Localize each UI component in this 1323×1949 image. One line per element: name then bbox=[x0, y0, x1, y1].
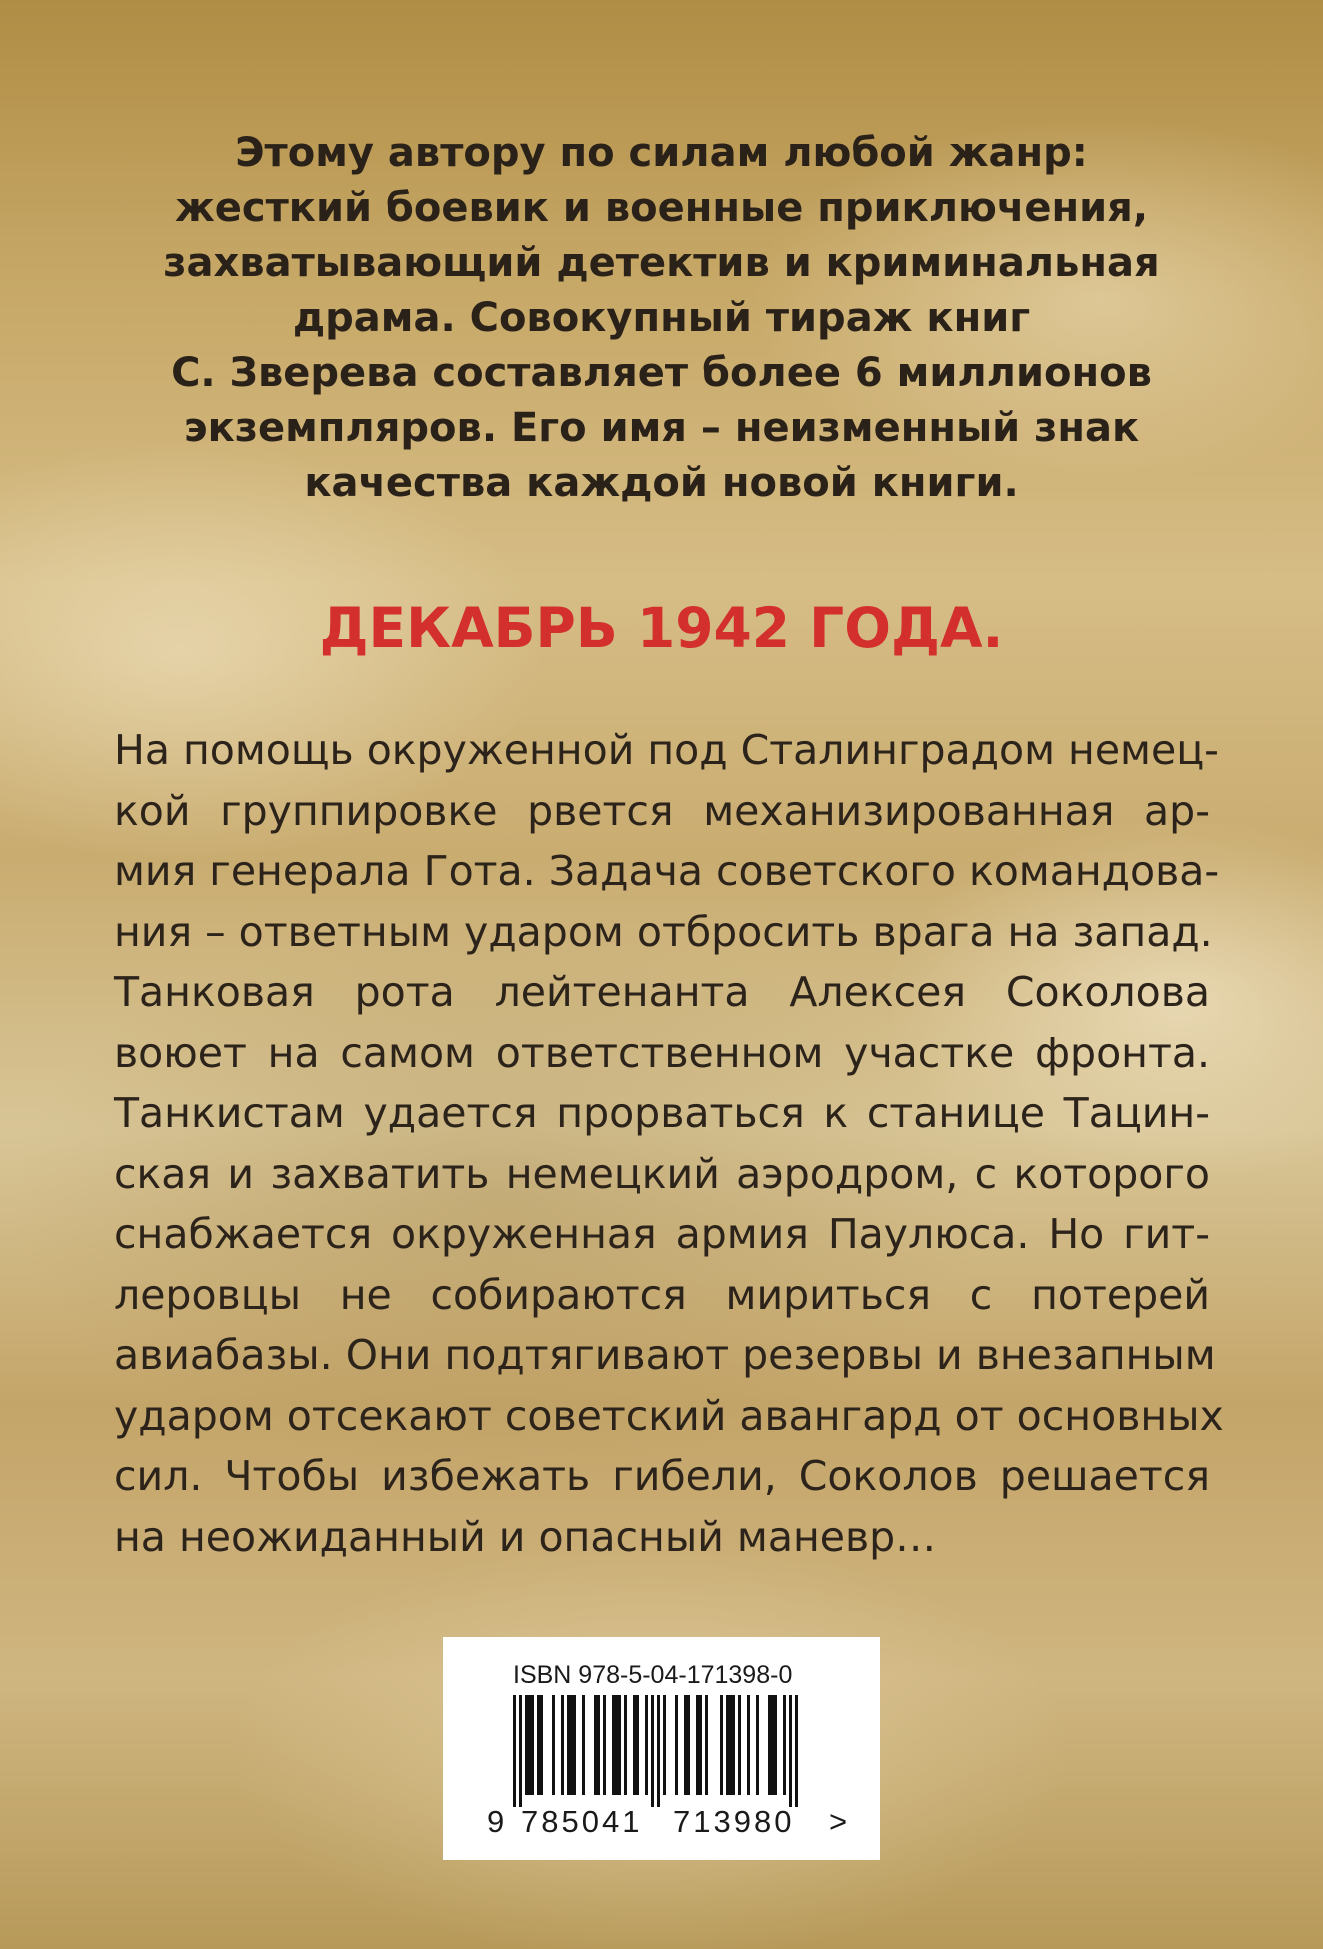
barcode-bar bbox=[636, 1695, 639, 1795]
author-blurb: Этому автору по силам любой жанр: жесткий боевик и военные приключения, захватывающий детектив и криминальная драма. Совокупный тираж книг С. Зверева составляет более 6 миллионов экземпляров. Его имя – неизменный знак качества каждой новой книги. bbox=[163, 130, 1160, 506]
barcode-bar bbox=[732, 1695, 735, 1795]
barcode-bar bbox=[699, 1695, 702, 1795]
barcode-bar bbox=[687, 1695, 690, 1795]
barcode-guard-bar bbox=[651, 1695, 654, 1807]
barcode-bar bbox=[594, 1695, 597, 1795]
barcode-bar bbox=[552, 1695, 555, 1795]
barcode-bar bbox=[561, 1695, 564, 1795]
barcode-bar bbox=[603, 1695, 606, 1795]
barcode-image bbox=[513, 1695, 813, 1807]
barcode-bar bbox=[747, 1695, 750, 1795]
barcode-guard-bar bbox=[513, 1695, 516, 1807]
barcode-bar bbox=[726, 1695, 729, 1795]
barcode-bar bbox=[720, 1695, 723, 1795]
barcode-right-group: 713980 bbox=[673, 1804, 795, 1839]
barcode-lead-digit: 9 bbox=[487, 1804, 505, 1839]
barcode-bar bbox=[645, 1695, 648, 1795]
isbn-label: ISBN 978-5-04-171398-0 bbox=[513, 1661, 793, 1689]
barcode-guard-bar bbox=[657, 1695, 660, 1807]
barcode-bar bbox=[675, 1695, 678, 1795]
barcode-bar bbox=[756, 1695, 759, 1795]
barcode-bar bbox=[573, 1695, 576, 1795]
description-line: авиабазы. Они подтягивают резервы и внезапным bbox=[114, 1331, 1216, 1379]
barcode-bar bbox=[540, 1695, 543, 1795]
description-line: мия генерала Гота. Задача советского командова- bbox=[114, 847, 1220, 895]
description-line: ская и захватить немецкий аэродром, с которого bbox=[114, 1149, 1210, 1198]
description-line: сил. Чтобы избежать гибели, Соколов решается bbox=[114, 1452, 1210, 1500]
description-line: Танкистам удается прорваться к станице Тацин- bbox=[114, 1089, 1210, 1137]
barcode-bar bbox=[729, 1695, 732, 1795]
isbn-barcode-block bbox=[443, 1637, 880, 1860]
barcode-left-group: 785041 bbox=[521, 1804, 643, 1839]
description-line: кой группировке рвется механизированная ар- bbox=[114, 786, 1210, 835]
description-line: Танковая рота лейтенанта Алексея Соколова bbox=[114, 968, 1210, 1016]
description-line: воюет на самом ответственном участке фронта. bbox=[114, 1028, 1210, 1077]
barcode-bar bbox=[570, 1695, 573, 1795]
barcode-bar bbox=[783, 1695, 786, 1795]
description-line: ударом отсекают советский авангард от основных bbox=[114, 1391, 1224, 1440]
barcode-guard-bar bbox=[795, 1695, 798, 1807]
barcode-bar bbox=[696, 1695, 699, 1795]
barcode-bar bbox=[624, 1695, 627, 1795]
barcode-bar bbox=[618, 1695, 621, 1795]
book-description bbox=[114, 720, 1224, 1567]
barcode-bar bbox=[537, 1695, 540, 1795]
barcode-bar bbox=[684, 1695, 687, 1795]
barcode-end-mark: > bbox=[829, 1804, 848, 1839]
barcode-bar bbox=[531, 1695, 534, 1795]
barcode-bar bbox=[615, 1695, 618, 1795]
barcode-bar bbox=[774, 1695, 777, 1795]
barcode-bar bbox=[738, 1695, 741, 1795]
headline: ДЕКАБРЬ 1942 ГОДА. bbox=[319, 596, 1004, 660]
description-line: ния – ответным ударом отбросить врага на запад. bbox=[114, 907, 1213, 956]
description-line: На помощь окруженной под Сталинградом немец- bbox=[114, 726, 1219, 774]
description-line: леровцы не собираются мириться с потерей bbox=[114, 1270, 1210, 1319]
barcode-bar bbox=[705, 1695, 708, 1795]
barcode-bar bbox=[528, 1695, 531, 1795]
barcode-bar bbox=[663, 1695, 666, 1795]
description-line: снабжается окруженная армия Паулюса. Но гит- bbox=[114, 1210, 1210, 1258]
barcode-guard-bar bbox=[789, 1695, 792, 1807]
barcode-guard-bar bbox=[519, 1695, 522, 1807]
description-line: на неожиданный и опасный маневр… bbox=[114, 1512, 937, 1561]
barcode-digits bbox=[487, 1802, 867, 1842]
barcode-bar bbox=[582, 1695, 585, 1795]
barcode-bar bbox=[597, 1695, 600, 1795]
barcode-bar bbox=[612, 1695, 615, 1795]
barcode-bar bbox=[525, 1695, 528, 1795]
barcode-bar bbox=[567, 1695, 570, 1795]
barcode-bar bbox=[768, 1695, 771, 1795]
barcode-bar bbox=[771, 1695, 774, 1795]
barcode-bar bbox=[633, 1695, 636, 1795]
